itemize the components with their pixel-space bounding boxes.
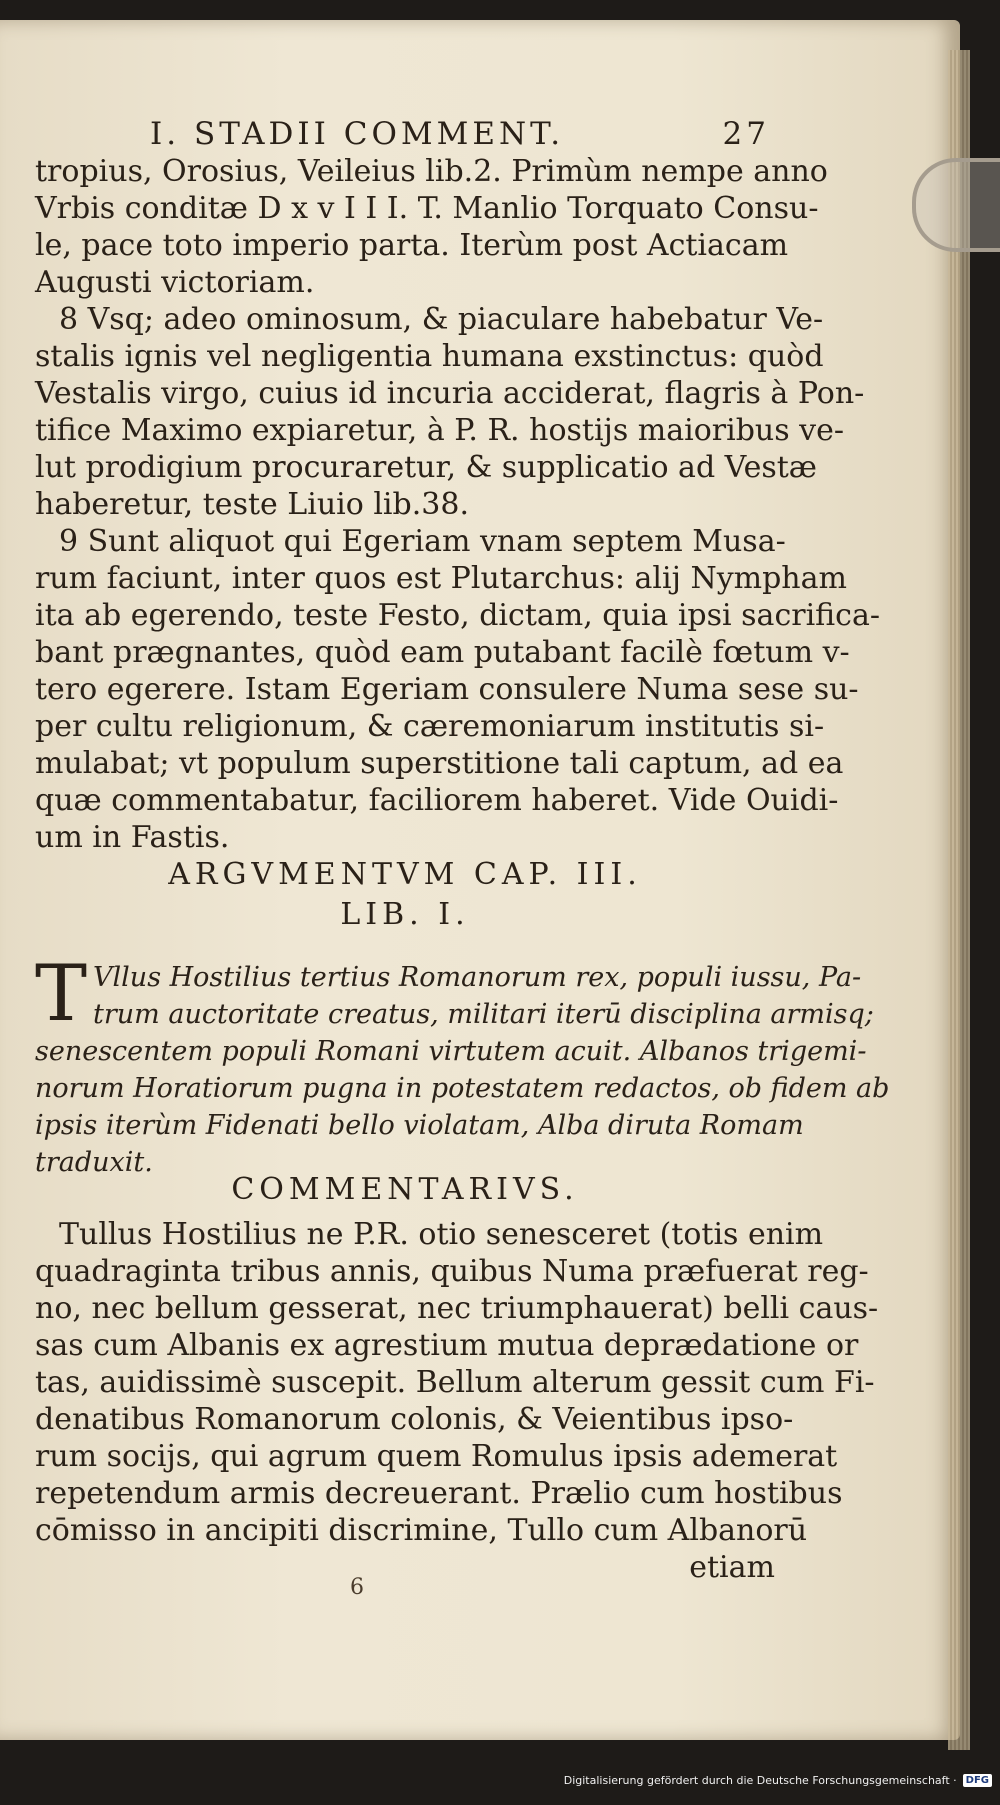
argument-line: trum auctoritate creatus, militari iterū disciplina armisq; xyxy=(93,999,874,1030)
argument-heading: ARGVMENTVM CAP. III. xyxy=(168,857,642,892)
argument-section xyxy=(35,855,890,1181)
commentary-line: cōmisso in ancipiti discrimine, Tullo cum Albanorū xyxy=(35,1513,808,1548)
commentary-line: denatibus Romanorum colonis, & Veientibus ipso- xyxy=(35,1402,794,1437)
text-line: 8 Vsq; adeo ominosum, & piaculare habebatur Ve- xyxy=(59,302,824,337)
footer-credit xyxy=(564,1769,992,1791)
catchword: etiam xyxy=(689,1550,775,1585)
drop-cap: T xyxy=(35,949,88,1039)
commentary-section xyxy=(35,1170,879,1586)
page-clip xyxy=(912,158,1000,252)
text-line: Vestalis virgo, cuius id incuria acciderat, flagris à Pon- xyxy=(35,376,865,411)
text-line: lut prodigium procuraretur, & supplicatio ad Vestæ xyxy=(35,450,817,485)
page-number: 27 xyxy=(722,116,770,152)
running-header xyxy=(150,116,770,152)
text-line: ita ab egerendo, teste Festo, dictam, quia ipsi sacrifica- xyxy=(35,598,881,633)
footer-credit-text: Digitalisierung gefördert durch die Deutsche Forschungsgemeinschaft · xyxy=(563,1773,957,1787)
commentary-line: repetendum armis decreuerant. Prælio cum hostibus xyxy=(35,1476,843,1511)
text-line: 9 Sunt aliquot qui Egeriam vnam septem Musa- xyxy=(59,524,786,559)
page-edge xyxy=(948,50,970,1750)
signature-mark: 6 xyxy=(350,1575,364,1600)
text-line: tifice Maximo expiaretur, à P. R. hostijs maioribus ve- xyxy=(35,413,845,448)
text-line: stalis ignis vel negligentia humana exstinctus: quòd xyxy=(35,339,824,374)
commentary-heading: COMMENTARIVS. xyxy=(231,1172,579,1207)
argument-text xyxy=(35,949,890,1181)
text-line: haberetur, teste Liuio lib.38. xyxy=(35,487,469,522)
commentary-line: rum socijs, qui agrum quem Romulus ipsis ademerat xyxy=(35,1439,838,1474)
argument-line: norum Horatiorum pugna in potestatem redactos, ob fidem ab xyxy=(35,1073,890,1104)
argument-line: traduxit. xyxy=(35,1147,153,1178)
text-line: per cultu religionum, & cæremoniarum institutis si- xyxy=(35,709,825,744)
commentary-line: sas cum Albanis ex agrestium mutua deprædatione or xyxy=(35,1328,859,1363)
argument-line: senescentem populi Romani virtutem acuit. Albanos trigemi- xyxy=(35,1036,867,1067)
argument-line: Vllus Hostilius tertius Romanorum rex, populi iussu, Pa- xyxy=(93,962,862,993)
text-line: Augusti victoriam. xyxy=(35,265,315,300)
text-line: tero egerere. Istam Egeriam consulere Numa sese su- xyxy=(35,672,859,707)
dfg-logo: DFG xyxy=(963,1774,992,1787)
text-line: quæ commentabatur, faciliorem haberet. Vide Ouidi- xyxy=(35,783,839,818)
body-text xyxy=(35,153,881,856)
book-page xyxy=(0,20,960,1740)
text-line: le, pace toto imperio parta. Iterùm post Actiacam xyxy=(35,228,789,263)
argument-subheading: LIB. I. xyxy=(340,897,470,932)
commentary-line: quadraginta tribus annis, quibus Numa præfuerat reg- xyxy=(35,1254,869,1289)
text-line: rum faciunt, inter quos est Plutarchus: alij Nympham xyxy=(35,561,847,596)
text-line: tropius, Orosius, Veileius lib.2. Primùm nempe anno xyxy=(35,154,828,189)
text-line: um in Fastis. xyxy=(35,820,230,855)
commentary-line: no, nec bellum gesserat, nec triumphauerat) belli caus- xyxy=(35,1291,879,1326)
commentary-line: Tullus Hostilius ne P.R. otio senesceret (totis enim xyxy=(59,1217,824,1252)
commentary-line: tas, auidissimè suscepit. Bellum alterum gessit cum Fi- xyxy=(35,1365,875,1400)
argument-line: ipsis iterùm Fidenati bello violatam, Alba diruta Romam xyxy=(35,1110,804,1141)
running-title: I. STADII COMMENT. xyxy=(150,116,565,152)
text-line: mulabat; vt populum superstitione tali captum, ad ea xyxy=(35,746,844,781)
text-line: Vrbis conditæ D x v I I I. T. Manlio Torquato Consu- xyxy=(35,191,819,226)
text-line: bant prægnantes, quòd eam putabant facilè fœtum v- xyxy=(35,635,850,670)
